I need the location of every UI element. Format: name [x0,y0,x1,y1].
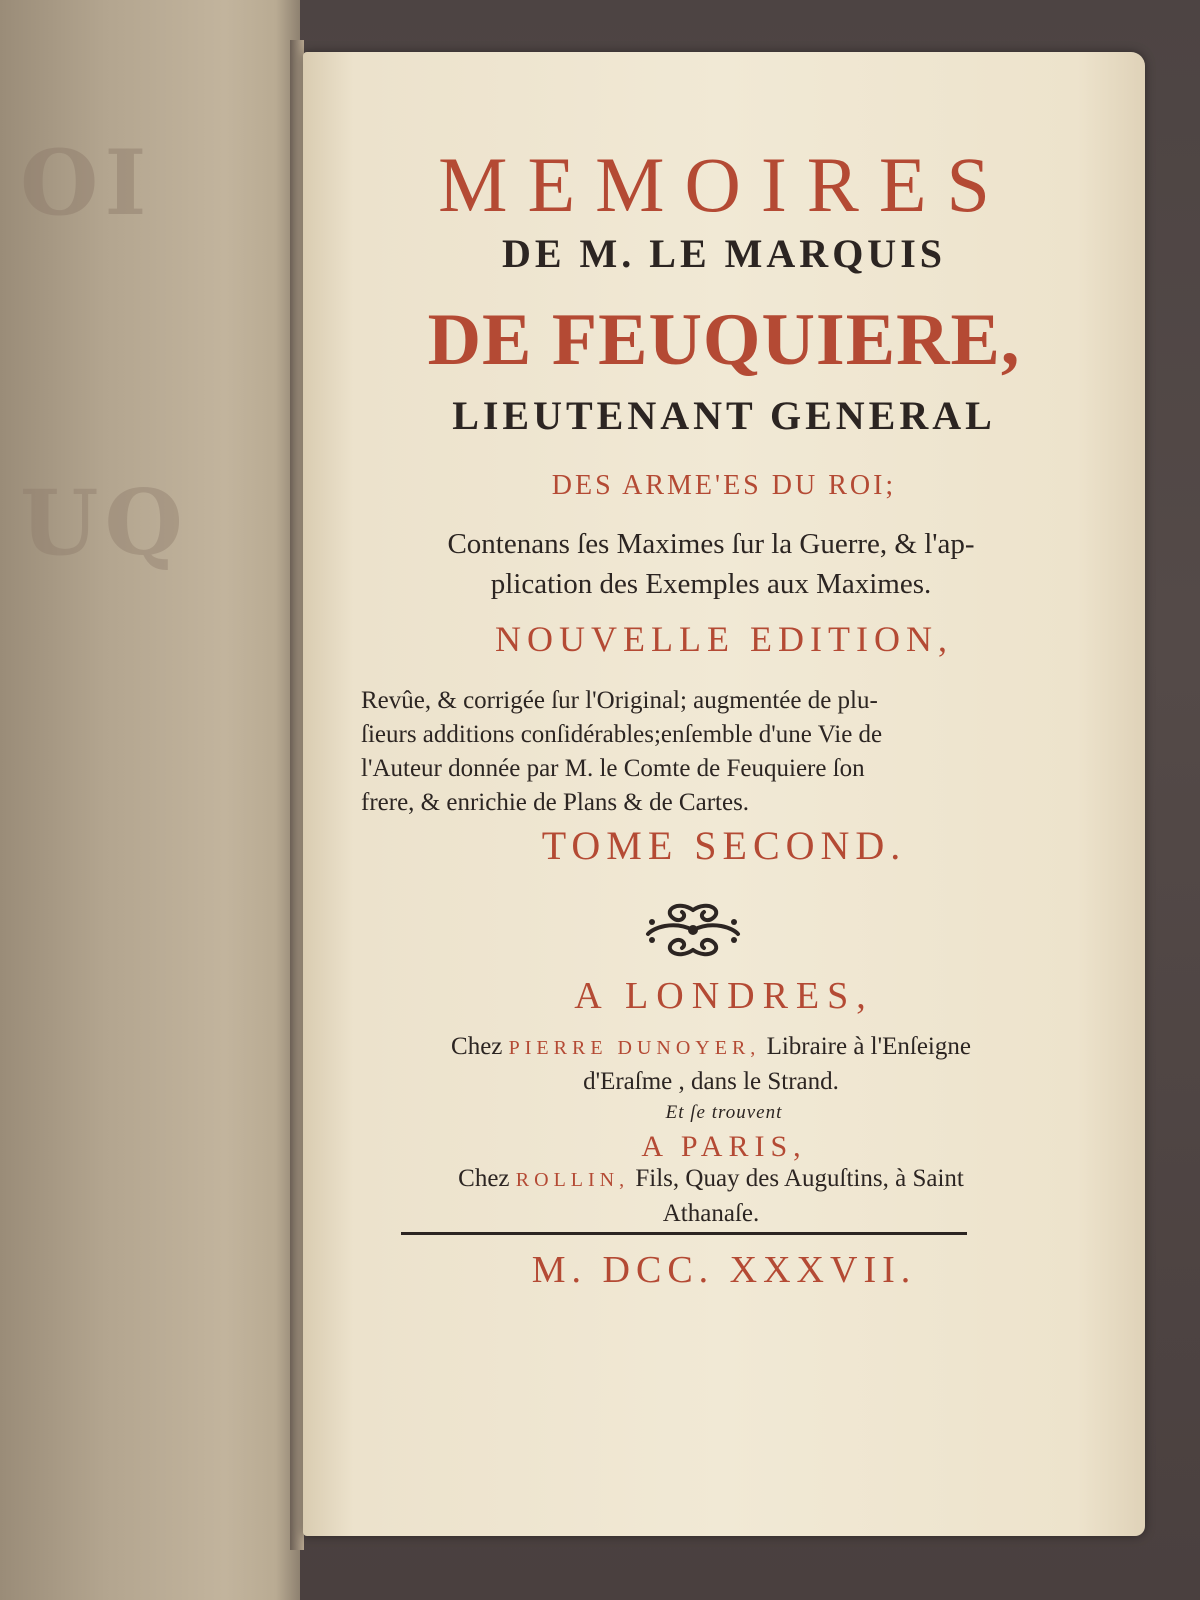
book-title: MEMOIRES [438,141,1010,228]
contents-line: Contenans ſes Maximes ſur la Guerre, & l'ap- [447,528,975,560]
imprint-paris [361,1162,1061,1231]
page-gutter [290,40,304,1550]
contents-description [361,524,1061,604]
volume-statement: TOME SECOND. [541,823,907,868]
author-rank: LIEUTENANT GENERAL [452,393,996,438]
revision-line: Revûe, & corrigée ſur l'Original; augmentée de plu- [361,687,878,714]
imprint-city-paris: A PARIS, [641,1130,807,1163]
bookseller-address-line: Athanaſe. [662,1200,760,1227]
bookseller-address: Fils, Quay des Auguſtins, à Saint [635,1165,964,1192]
imprint-london-line [361,1030,1061,1065]
imprint-city-london: A LONDRES, [574,975,874,1017]
imprint-chez: Chez [458,1165,510,1192]
also-sold-note: Et ſe trouvent [665,1102,783,1123]
bleed-through-text: UQ [20,470,189,576]
publication-date: M. DCC. XXXVII. [531,1249,917,1291]
revision-line: ſieurs additions conſidérables;enſemble d'une Vie de [361,721,883,748]
publisher-name: PIERRE DUNOYER, [508,1037,761,1059]
imprint-london [361,1030,1061,1099]
imprint-chez: Chez [451,1033,503,1060]
divider-rule [401,1232,967,1235]
fleuron-ornament-icon [638,900,748,960]
publisher-address-line: d'Eraſme , dans le Strand. [583,1068,839,1095]
bookseller-name: ROLLIN, [515,1169,630,1191]
title-line-de-m: DE M. LE MARQUIS [501,231,947,276]
facing-page [0,0,300,1600]
title-page [303,52,1145,1536]
revision-line: l'Auteur donnée par M. le Comte de Feuquiere ſon [361,755,865,782]
author-armies: DES ARME'ES DU ROI; [551,470,897,501]
bleed-through-text: OI [20,130,153,236]
revision-description [361,684,1061,820]
author-name: DE FEUQUIERE, [427,299,1021,381]
edition-statement: NOUVELLE EDITION, [495,619,953,659]
imprint-paris-line [361,1162,1061,1197]
revision-line: frere, & enrichie de Plans & de Cartes. [361,789,750,816]
contents-line: plication des Exemples aux Maximes. [490,568,932,600]
publisher-address: Libraire à l'Enſeigne [766,1033,971,1060]
